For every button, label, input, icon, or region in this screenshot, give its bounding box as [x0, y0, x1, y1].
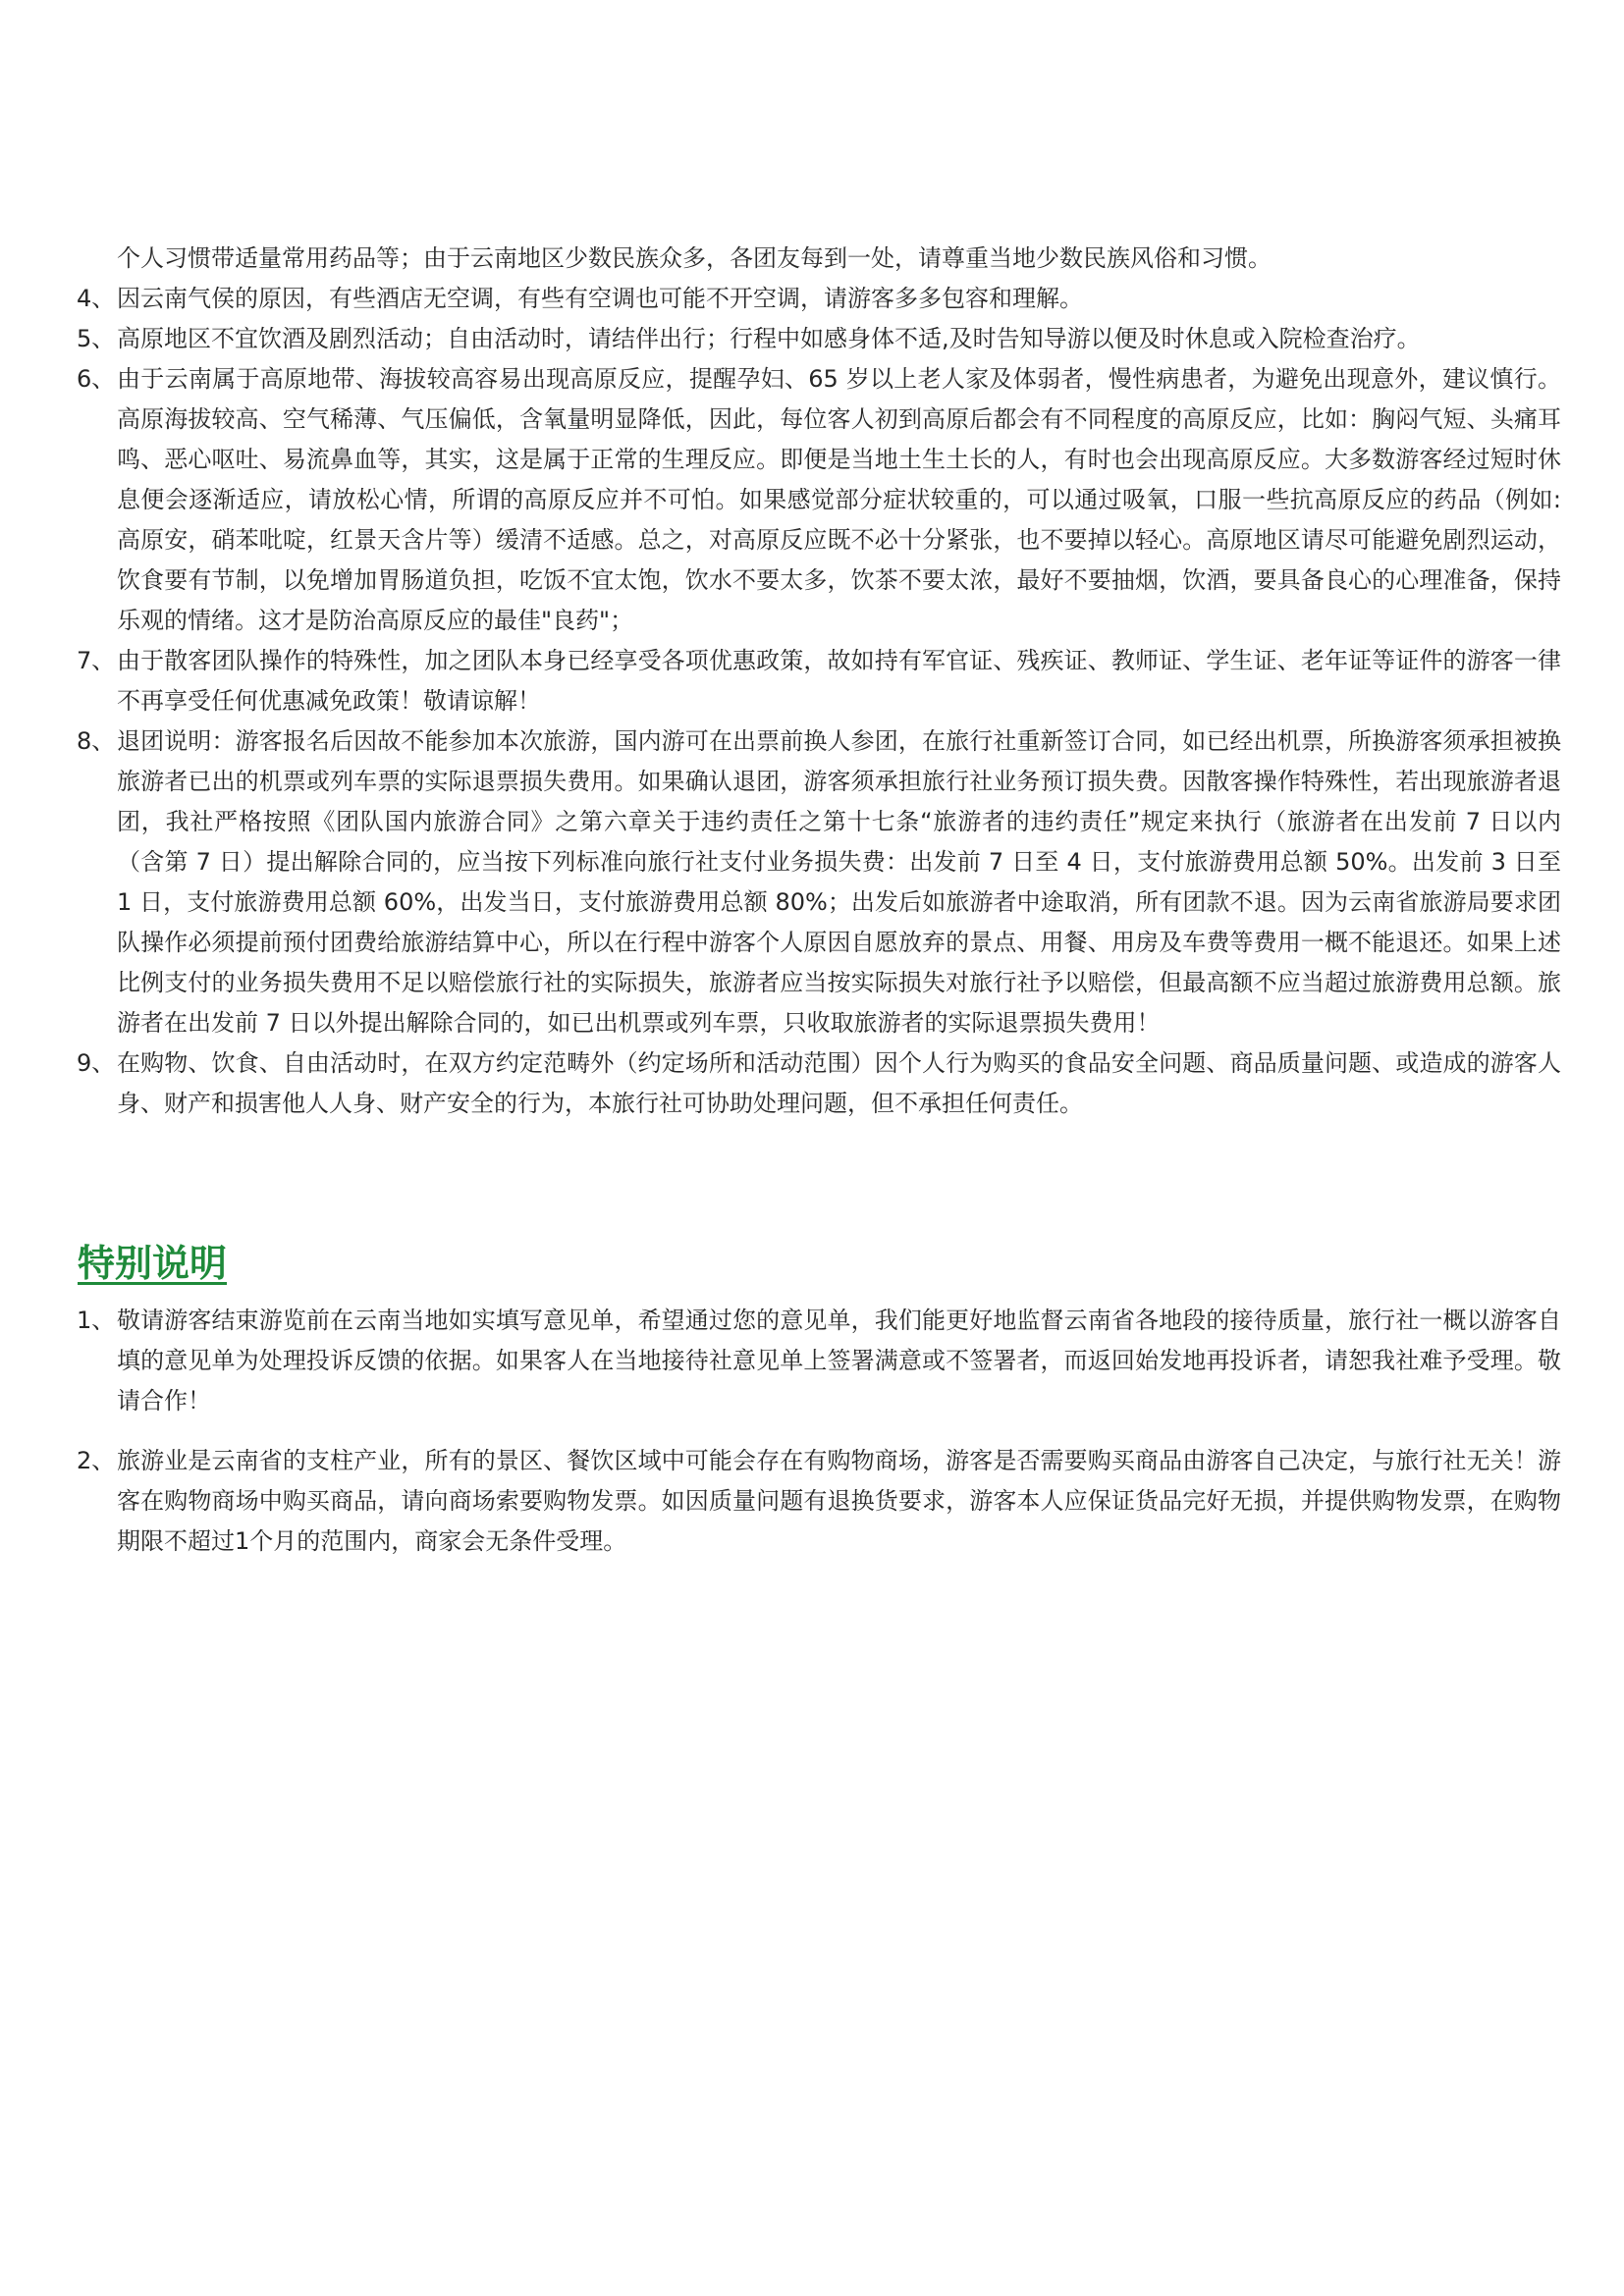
list-item-number: 5、: [77, 325, 116, 352]
special-notes-heading: 特别说明: [78, 1242, 228, 1285]
list-item-text: 由于散客团队操作的特殊性，加之团队本身已经享受各项优惠政策，故如持有军官证、残疾证、教师证、学生证、老年证等证件的游客一律不再享受任何优惠减免政策！敬请谅解！: [117, 647, 1561, 715]
list-item-number: 1、: [77, 1307, 116, 1334]
special-notes-list: [77, 1301, 1561, 1562]
list-item: [77, 1043, 1561, 1124]
continuation-paragraph: 个人习惯带适量常用药品等；由于云南地区少数民族众多，各团友每到一处，请尊重当地少数民族风俗和习惯。: [117, 244, 1272, 272]
list-item: [77, 359, 1561, 641]
list-item-number: 6、: [77, 365, 116, 393]
list-item: [77, 279, 1561, 319]
list-item: [77, 1441, 1561, 1562]
list-item-text: 因云南气侯的原因，有些酒店无空调，有些有空调也可能不开空调，请游客多多包容和理解。: [117, 285, 1083, 312]
list-item: [77, 641, 1561, 721]
notes-list: [77, 279, 1561, 1124]
list-item-text: 退团说明：游客报名后因故不能参加本次旅游，国内游可在出票前换人参团，在旅行社重新签订合同，如已经出机票，所换游客须承担被换旅游者已出的机票或列车票的实际退票损失费用。如果确认退团，游客须承担旅行社业务预订损失费。因散客操作特殊性，若出现旅游者退团，我社严格按照《团队国内旅游合同》之第六章关于违约责任之第十七条“旅游者的违约责任”规定来执行（旅游者在出发前 7 日以内（含第 7 日）提出解除合同的，应当按下列标准向旅行社支付业务损失费：出发前 7 日至 4 日，支付旅游费用总额 50%。出发前 3 日至 1 日，支付旅游费用总额 60%，出发当日，支付旅游费用总额 80%；出发后如旅游者中途取消，所有团款不退。因为云南省旅游局要求团队操作必须提前预付团费给旅游结算中心，所以在行程中游客个人原因自愿放弃的景点、用餐、用房及车费等费用一概不能退还。如果上述比例支付的业务损失费用不足以赔偿旅行社的实际损失，旅游者应当按实际损失对旅行社予以赔偿，但最高额不应当超过旅游费用总额。旅游者在出发前 7 日以外提出解除合同的，如已出机票或列车票，只收取旅游者的实际退票损失费用！: [117, 727, 1561, 1037]
list-item: [77, 1301, 1561, 1421]
list-item: [77, 721, 1561, 1043]
list-item-text: 敬请游客结束游览前在云南当地如实填写意见单，希望通过您的意见单，我们能更好地监督云南省各地段的接待质量，旅行社一概以游客自填的意见单为处理投诉反馈的依据。如果客人在当地接待社意见单上签署满意或不签署者，而返回始发地再投诉者，请恕我社难予受理。敬请合作！: [117, 1307, 1561, 1415]
list-item-number: 4、: [77, 285, 116, 312]
list-item-text: 高原地区不宜饮酒及剧烈活动；自由活动时，请结伴出行；行程中如感身体不适,及时告知导游以便及时休息或入院检查治疗。: [117, 325, 1421, 352]
list-item: [77, 319, 1561, 359]
list-item-text: 旅游业是云南省的支柱产业，所有的景区、餐饮区域中可能会存在有购物商场，游客是否需要购买商品由游客自己决定，与旅行社无关！游客在购物商场中购买商品，请向商场索要购物发票。如因质量问题有退换货要求，游客本人应保证货品完好无损，并提供购物发票，在购物期限不超过1个月的范围内，商家会无条件受理。: [117, 1447, 1561, 1555]
list-item-number: 2、: [77, 1447, 116, 1474]
list-item-text: 在购物、饮食、自由活动时，在双方约定范畴外（约定场所和活动范围）因个人行为购买的食品安全问题、商品质量问题、或造成的游客人身、财产和损害他人人身、财产安全的行为，本旅行社可协助处理问题，但不承担任何责任。: [117, 1049, 1561, 1117]
list-item-number: 9、: [77, 1049, 116, 1077]
list-item-text: 由于云南属于高原地带、海拔较高容易出现高原反应，提醒孕妇、65 岁以上老人家及体弱者，慢性病患者，为避免出现意外，建议慎行。高原海拔较高、空气稀薄、气压偏低，含氧量明显降低，因此，每位客人初到高原后都会有不同程度的高原反应，比如：胸闷气短、头痛耳鸣、恶心呕吐、易流鼻血等，其实，这是属于正常的生理反应。即便是当地土生土长的人，有时也会出现高原反应。大多数游客经过短时休息便会逐渐适应，请放松心情，所谓的高原反应并不可怕。如果感觉部分症状较重的，可以通过吸氧，口服一些抗高原反应的药品（例如:高原安，硝苯吡啶，红景天含片等）缓清不适感。总之，对高原反应既不必十分紧张，也不要掉以轻心。高原地区请尽可能避免剧烈运动，饮食要有节制，以免增加胃肠道负担，吃饭不宜太饱，饮水不要太多，饮茶不要太浓，最好不要抽烟，饮酒，要具备良心的心理准备，保持乐观的情绪。这才是防治高原反应的最佳"良药"；: [117, 365, 1561, 634]
list-item-number: 7、: [77, 647, 116, 674]
list-item-number: 8、: [77, 727, 116, 755]
